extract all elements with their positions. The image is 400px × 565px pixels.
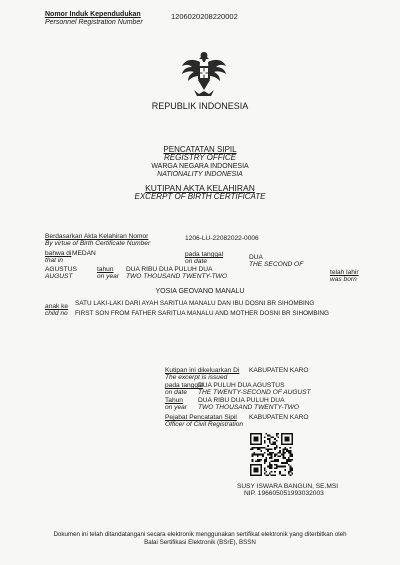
birth-year: DUA RIBU DUA PULUH DUA	[126, 266, 213, 273]
birth-place: MEDAN	[72, 250, 96, 257]
issue-year: DUA RIBU DUA PULUH DUA	[198, 397, 285, 404]
child-description-en: FIRST SON FROM FATHER SARITUA MANALU AND MOTHER DOSNI BR SIHOMBING	[75, 310, 329, 317]
issue-date-label-en: on date	[165, 389, 187, 396]
birth-month-en: AUGUST	[45, 273, 73, 280]
issue-year-en: TWO THOUSAND TWENTY-TWO	[198, 404, 299, 411]
document-title: KUTIPAN AKTA KELAHIRAN	[145, 183, 255, 193]
issued-label: Kutipan ini dikeluarkan Di	[165, 367, 240, 374]
officer-label: Pejabat Pencatatan Sipil	[165, 414, 237, 421]
footer-line-1: Dokumen ini telah ditandatangani secara elektronik menggunakan sertifikat elektronik yang diterbitkan oleh	[53, 531, 347, 538]
signer-nip: NIP. 196605051993032003	[244, 490, 324, 497]
signer-name: SUSY ISWARA BANGUN, SE.MSI	[237, 483, 339, 490]
footer-line-2: Balai Sertifikasi Elektronik (BSrE), BSSN	[144, 539, 256, 546]
issue-date-label: pada tanggal	[165, 382, 204, 389]
issue-year-label-en: on year	[165, 404, 187, 411]
issued-label-en: The excerpt is issued	[165, 374, 228, 381]
nik-label-en: Personnel Registration Number	[45, 19, 143, 26]
year-label-en: on year	[97, 273, 119, 280]
office-title: PENCATATAN SIPIL	[163, 145, 237, 154]
birth-day: DUA	[249, 254, 263, 261]
birth-year-en: TWO THOUSAND TWENTY-TWO	[126, 273, 227, 280]
issue-year-label: Tahun	[165, 397, 183, 404]
nik-value: 1206020208220002	[171, 12, 238, 21]
born-label-en: was born	[330, 276, 357, 283]
nik-label: Nomor Induk Kependudukan	[45, 11, 141, 18]
born-label: telah lahir	[330, 269, 359, 276]
that-in-label: bahwa di	[45, 250, 72, 257]
child-no-label-en: child no	[45, 310, 68, 317]
child-no-label: anak ke	[45, 303, 69, 310]
child-name: YOSIA GEOVANO MANALU	[155, 288, 245, 295]
officer-label-en: Officer of Civil Registration	[165, 421, 244, 428]
officer-place: KABUPATEN KARO	[249, 414, 309, 421]
office-title-en: REGISTRY OFFICE	[163, 153, 236, 162]
nationality-en: NATIONALITY INDONESIA	[157, 171, 243, 178]
issued-place: KABUPATEN KARO	[249, 367, 309, 374]
document-title-en: EXCERPT OF BIRTH CERTIFICATE	[134, 192, 266, 201]
issue-date: DUA PULUH DUA AGUSTUS	[198, 382, 285, 389]
birth-day-en: THE SECOND OF	[249, 261, 304, 268]
qr-code-icon	[250, 433, 293, 476]
by-virtue-label: Berdasarkan Akta Kelahiran Nomor	[45, 233, 149, 240]
on-date-label: pada tanggal	[185, 251, 224, 258]
year-label: tahun	[97, 266, 114, 273]
child-description: SATU LAKI-LAKI DARI AYAH SARITUA MANALU DAN IBU DOSNI BR SIHOMBING	[75, 300, 315, 307]
country-title: REPUBLIK INDONESIA	[151, 101, 249, 111]
birth-month: AGUSTUS	[45, 266, 77, 273]
nationality: WARGA NEGARA INDONESIA	[151, 163, 249, 170]
that-in-label-en: that in	[45, 257, 63, 264]
issue-date-en: THE TWENTY-SECOND OF AUGUST	[198, 389, 311, 396]
by-virtue-label-en: By virtue of Birth Certificate Number	[45, 240, 151, 247]
on-date-label-en: on date	[185, 258, 207, 265]
garuda-emblem-icon	[180, 48, 228, 100]
certificate-number: 1206-LU-22082022-0006	[185, 235, 259, 242]
